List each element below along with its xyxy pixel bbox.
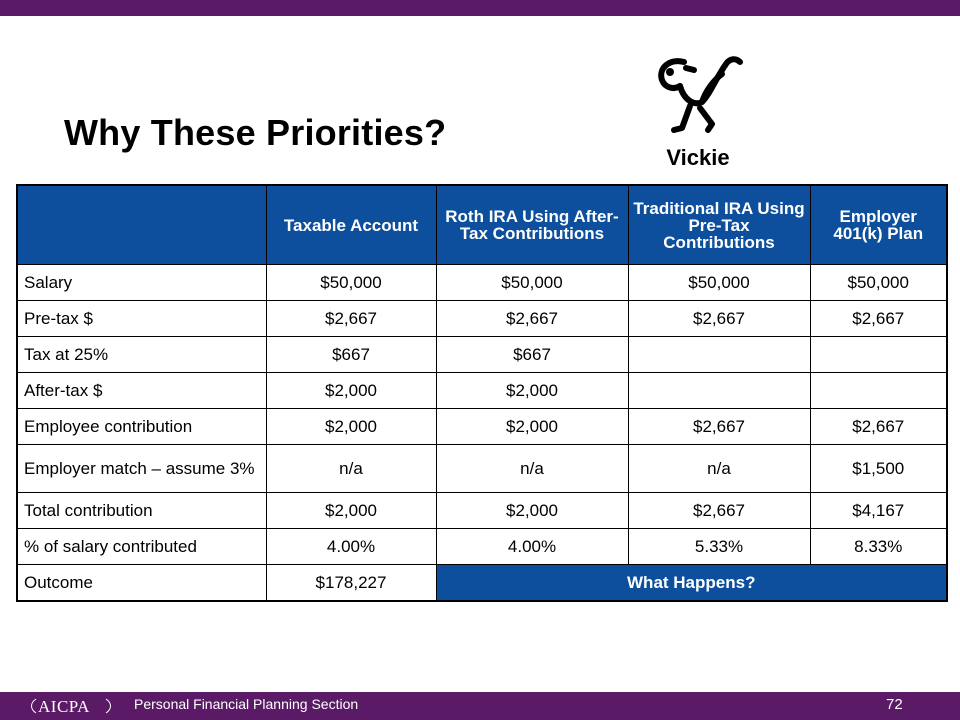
table-cell: $2,000 (266, 409, 436, 445)
page-number: 72 (886, 696, 903, 713)
table-cell: $2,000 (436, 493, 628, 529)
table-cell: 4.00% (436, 529, 628, 565)
row-label: Employer match – assume 3% (17, 445, 266, 493)
row-label: Pre-tax $ (17, 301, 266, 337)
table-cell: $667 (436, 337, 628, 373)
table-header-row (17, 185, 947, 265)
aicpa-logo-icon (26, 695, 126, 717)
table-row (17, 445, 947, 493)
table-cell: $2,667 (628, 409, 810, 445)
table-cell: $2,000 (436, 409, 628, 445)
table-cell: $2,000 (266, 373, 436, 409)
mascot-name: Vickie (666, 145, 730, 170)
table-cell (628, 373, 810, 409)
table-row (17, 409, 947, 445)
mascot-vickie-icon (650, 50, 750, 142)
slide-title: Why These Priorities? (64, 112, 447, 153)
table-cell: $2,667 (810, 301, 947, 337)
top-accent-bar (0, 0, 960, 16)
table-cell: $2,667 (436, 301, 628, 337)
table-cell: $50,000 (628, 265, 810, 301)
table-cell: n/a (436, 445, 628, 493)
svg-text:AICPA: AICPA (38, 697, 90, 716)
row-label: Employee contribution (17, 409, 266, 445)
row-label: Total contribution (17, 493, 266, 529)
row-label: % of salary contributed (17, 529, 266, 565)
table-cell: $2,000 (266, 493, 436, 529)
table-cell: $50,000 (436, 265, 628, 301)
outcome-taxable-value: $178,227 (266, 565, 436, 602)
table-cell: $4,167 (810, 493, 947, 529)
table-cell: 4.00% (266, 529, 436, 565)
footer-section-name: Personal Financial Planning Section (134, 696, 359, 712)
header-taxable-account: Taxable Account (266, 185, 436, 265)
table-cell: $1,500 (810, 445, 947, 493)
outcome-what-happens-cell: What Happens? (436, 565, 947, 602)
table-cell: $50,000 (810, 265, 947, 301)
table-row-outcome (17, 565, 947, 602)
table-row (17, 373, 947, 409)
row-label: Outcome (17, 565, 266, 602)
table-cell (810, 337, 947, 373)
table-cell: n/a (628, 445, 810, 493)
row-label: Salary (17, 265, 266, 301)
table-row (17, 301, 947, 337)
table-cell: $2,667 (628, 301, 810, 337)
table-cell: $2,667 (266, 301, 436, 337)
table-cell: $2,000 (436, 373, 628, 409)
table-cell: $50,000 (266, 265, 436, 301)
row-label: Tax at 25% (17, 337, 266, 373)
table-cell: n/a (266, 445, 436, 493)
header-employer-401k: Employer 401(k) Plan (810, 185, 947, 265)
table-cell: 5.33% (628, 529, 810, 565)
comparison-table (16, 184, 948, 602)
table-cell: $667 (266, 337, 436, 373)
table-row (17, 337, 947, 373)
header-traditional-ira: Traditional IRA Using Pre-Tax Contributions (628, 185, 810, 265)
table-cell (628, 337, 810, 373)
header-roth-ira: Roth IRA Using After-Tax Contributions (436, 185, 628, 265)
row-label: After-tax $ (17, 373, 266, 409)
table-cell: $2,667 (810, 409, 947, 445)
table-row (17, 529, 947, 565)
header-empty-cell (17, 185, 266, 265)
table-row (17, 493, 947, 529)
table-cell (810, 373, 947, 409)
table-cell: $2,667 (628, 493, 810, 529)
table-row (17, 265, 947, 301)
table-cell: 8.33% (810, 529, 947, 565)
